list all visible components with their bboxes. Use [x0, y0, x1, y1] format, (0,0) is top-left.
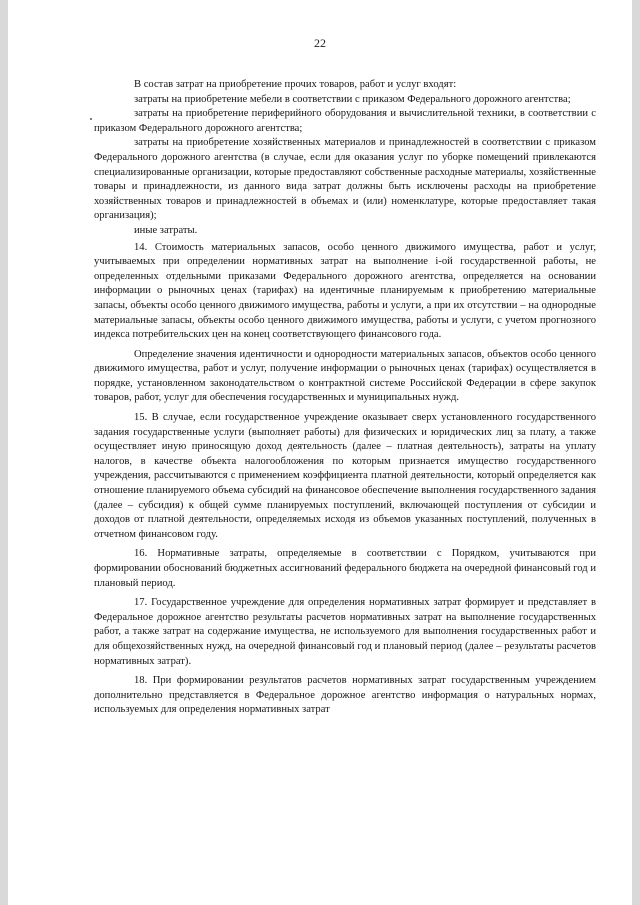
paragraph-15: 15. В случае, если государственное учреждение оказывает сверх установленного государственного задания государственные услуги (выполняет работы) для физических и юридических лиц за плату, а также осуществляет иную приносящую доход деятельность (далее – платная деятельность), затраты на уплату налогов, в качестве объекта налогообложения по которым признается имущество государственного учреждения, рассчитываются с применением коэффициента платной деятельности, который определяется как отношение планируемого объема субсидий на финансовое обеспечение выполнения государственного задания (далее – субсидия) к общей сумме планируемых поступлений, включающей поступления от субсидии и доходов от платной деятельности, определяемых исходя из объемов указанных поступлений, полученных в отчетном финансовом году. [94, 412, 596, 540]
paragraph-14-identity: Определение значения идентичности и однородности материальных запасов, объектов особо ценного движимого имущества, работ и услуг, получение информации о рыночных ценах (тарифах) осуществляется в порядке, установленном законодательством о контрактной системе Российской Федерации в сфере закупок товаров, работ, услуг для обеспечения государственных и муниципальных нужд. [94, 348, 596, 404]
paragraph-14: 14. Стоимость материальных запасов, особо ценного движимого имущества, работ и услуг, учитываемых при определении нормативных затрат на выполнение i-ой государственной работы, не определенных отдельными приказами Федерального дорожного агентства, определяется на основании информации о рыночных ценах (тарифах) на идентичные планируемым к приобретению материальные запасы, объекты особо ценного движимого имущества, работы и услуги, а при их отсутствии – на однородные материальные запасы, объекты особо ценного движимого имущества, работы и услуги, с учетом прогнозного индекса потребительских цен на конец соответствующего финансового года. [94, 241, 596, 341]
paragraph-16: 16. Нормативные затраты, определяемые в соответствии с Порядком, учитываются при формировании обоснований бюджетных ассигнований федерального бюджета на очередной финансовый год и плановый период. [94, 548, 596, 589]
paragraph-17: 17. Государственное учреждение для определения нормативных затрат формирует и представляет в Федеральное дорожное агентство результаты расчетов нормативных затрат на выполнение государственных работ, а также затрат на содержание имущества, не используемого для выполнения государственных работ и для общехозяйственных нужд, на очередной финансовый год и плановый период (далее – результаты расчетов нормативных затрат). [94, 597, 596, 667]
document-body [94, 78, 596, 718]
paragraph-18: 18. При формировании результатов расчетов нормативных затрат государственным учреждением дополнительно представляется в Федеральное дорожное агентство информация о натуральных нормах, используемых для определения нормативных затрат [94, 675, 596, 716]
paragraph-intro: В состав затрат на приобретение прочих товаров, работ и услуг входят: [134, 79, 457, 90]
document-page [8, 0, 632, 905]
paragraph-household-materials: затраты на приобретение хозяйственных материалов и принадлежностей в соответствии с приказом Федерального дорожного агентства (в случае, если для оказания услуг по уборке помещений привлекаются специализированные организации, которые предоставляют собственные расходные материалы, хозяйственные товары и принадлежности, из данного вида затрат должны быть исключены расходы на приобретение хозяйственных товаров и принадлежностей в объемах и (или) номенклатуре, которые предоставляет такая организация); [94, 137, 596, 222]
paragraph-peripherals: затраты на приобретение периферийного оборудования и вычислительной техники, в соответствии с приказом Федерального дорожного агентства; [94, 108, 596, 134]
paragraph-other-costs: иные затраты. [134, 224, 198, 236]
page-number: 22 [314, 36, 326, 50]
paragraph-furniture: затраты на приобретение мебели в соответствии с приказом Федерального дорожного агентства; [134, 93, 571, 105]
scan-mark [90, 118, 92, 120]
